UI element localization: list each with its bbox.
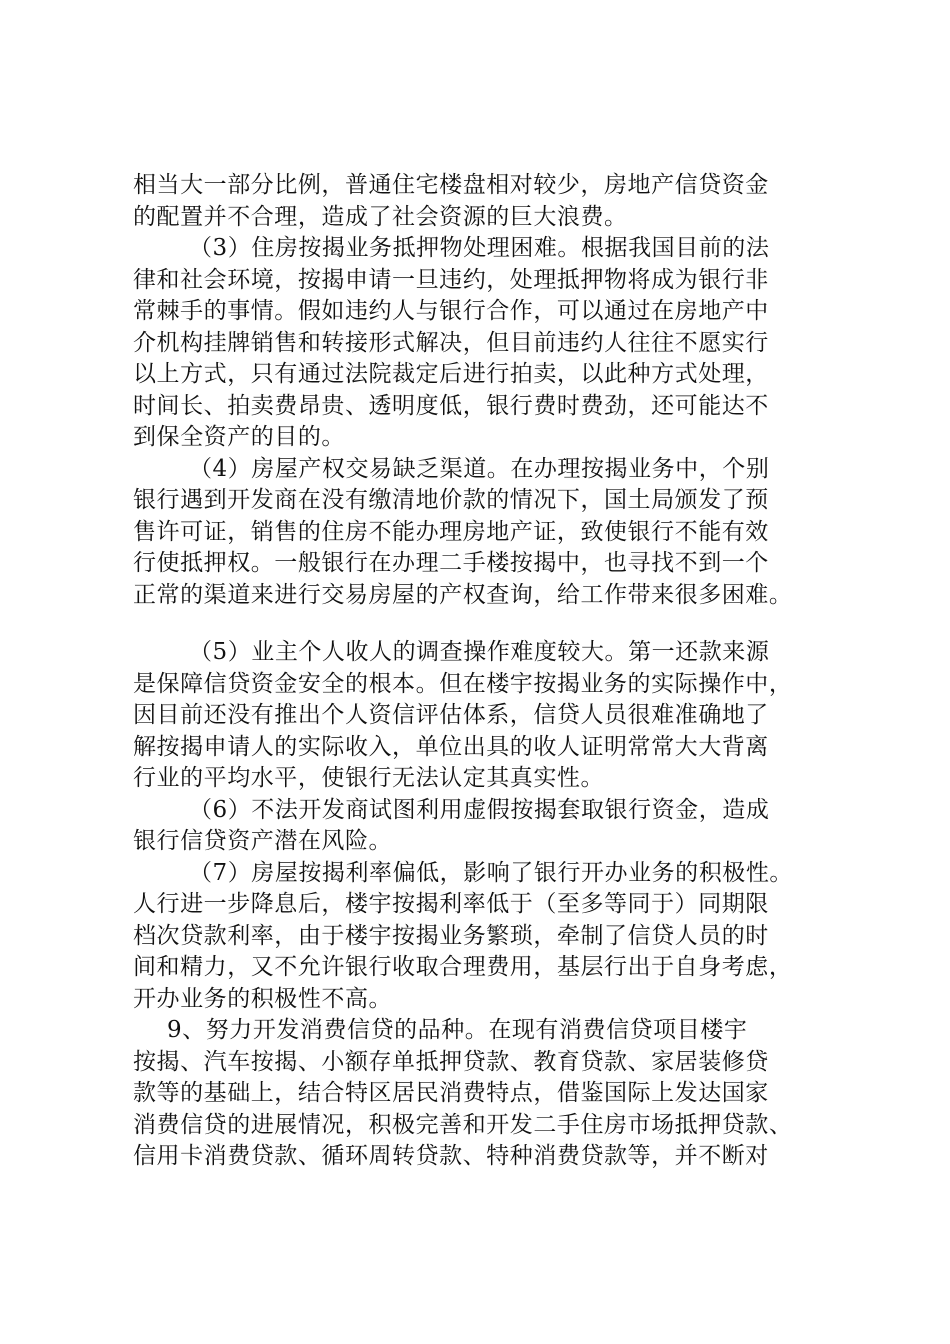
text-line: 行使抵押权。一般银行在办理二手楼按揭中，也寻找不到一个 (133, 550, 769, 576)
text-line: 银行信贷资产潜在风险。 (133, 828, 393, 854)
text-line: 相当大一部分比例，普通住宅楼盘相对较少，房地产信贷资金 (133, 172, 769, 198)
text-line: 时间长、拍卖费昂贵、透明度低，银行费时费劲，还可能达不 (133, 392, 769, 419)
text-line: 开办业务的积极性不高。 (133, 985, 393, 1012)
text-line: 档次贷款利率，由于楼宇按揭业务繁琐，牵制了信贷人员的时 (133, 922, 769, 949)
paragraph-heading-6: （6）不法开发商试图利用虚假按揭套取银行资金，造成 (189, 796, 770, 823)
paragraph-heading-4: （4）房屋产权交易缺乏渠道。在办理按揭业务中，个别 (189, 455, 770, 482)
text-line: 款等的基础上，结合特区居民消费特点，借鉴国际上发达国家 (133, 1080, 769, 1106)
text-line: 以上方式，只有通过法院裁定后进行拍卖，以此种方式处理， (133, 361, 769, 387)
text-line: 介机构挂牌销售和转接形式解决，但目前违约人往往不愿实行 (133, 329, 769, 356)
text-line: 的配置并不合理，造成了社会资源的巨大浪费。 (133, 203, 628, 230)
document-body (133, 170, 833, 1173)
paragraph-heading-3: （3）住房按揭业务抵押物处理困难。根据我国目前的法 (189, 235, 770, 261)
section-heading-9: 9、努力开发消费信贷的品种。在现有消费信贷项目楼宇 (167, 1017, 748, 1043)
paragraph-heading-7: （7）房屋按揭利率偏低，影响了银行开办业务的积极性。 (189, 859, 793, 886)
text-line: 间和精力，又不允许银行收取合理费用，基层行出于自身考虑， (133, 954, 793, 980)
text-line: 人行进一步降息后，楼宇按揭利率低于（至多等同于）同期限 (133, 891, 769, 917)
text-line: 售许可证，销售的住房不能办理房地产证，致使银行不能有效 (133, 518, 769, 545)
paragraph-spacer (133, 611, 833, 637)
text-line: 按揭、汽车按揭、小额存单抵押贷款、教育贷款、家居装修贷 (133, 1048, 769, 1075)
text-line: 解按揭申请人的实际收入，单位出具的收人证明常常大大背离 (133, 733, 769, 760)
text-line: 银行遇到开发商在没有缴清地价款的情况下，国土局颁发了预 (133, 487, 769, 513)
paragraph-heading-5: （5）业主个人收人的调查操作难度较大。第一还款来源 (189, 639, 770, 665)
text-line: 因目前还没有推出个人资信评估体系，信贷人员很难准确地了 (133, 702, 769, 728)
text-line: 信用卡消费贷款、循环周转贷款、特种消费贷款等，并不断对 (133, 1143, 769, 1169)
text-line: 是保障信贷资金安全的根本。但在楼宇按揭业务的实际操作中， (133, 670, 793, 697)
text-line: 正常的渠道来进行交易房屋的产权查询，给工作带来很多困难。 (133, 581, 793, 608)
text-line: 律和社会环境，按揭申请一旦违约，处理抵押物将成为银行非 (133, 266, 769, 293)
text-line: 到保全资产的目的。 (133, 424, 345, 450)
text-line: 行业的平均水平，使银行无法认定其真实性。 (133, 765, 604, 791)
text-line: 消费信贷的进展情况，积极完善和开发二手住房市场抵押贷款、 (133, 1111, 793, 1138)
text-line: 常棘手的事情。假如违约人与银行合作，可以通过在房地产中 (133, 298, 769, 324)
